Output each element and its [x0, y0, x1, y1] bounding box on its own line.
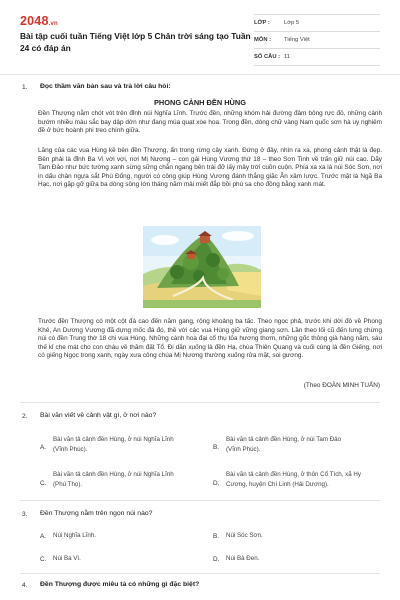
document-title: Bài tập cuối tuần Tiếng Việt lớp 5 Chân trời sáng tạo Tuần 24 có đáp án: [20, 31, 251, 53]
option-text[interactable]: Núi Ba Vì.: [53, 555, 81, 562]
meta-value: Lớp 5: [284, 20, 300, 26]
option-text[interactable]: Bài văn tả cảnh đền Hùng, ở núi Nghĩa Lĩnh (Vĩnh Phúc).: [53, 436, 174, 453]
meta-key: MÔN :: [254, 37, 272, 43]
temple-landscape-illustration: [143, 226, 261, 308]
passage-paragraph: Trước đền Thượng có một cột đá cao đến năm gang, rộng khoảng ba tấc. Theo ngọc phả, trước khi dời đô về Phong Khê, An Dương Vương đã dựng mốc đá đó, thề với các vua Hùng giữ vững giang sơn. Lần theo lối cũ đến lưng chừng núi có đền Trung thờ 18 chi vua Hùng. Những cành hoa đại cổ thụ tỏa hương thơm, những gốc thông già hàng năm, sáu thế kỉ che mát cho con cháu về thăm đất Tổ. Đi dần xuống là đền Hạ, chùa Thiên Quang và cuối cùng là đền Giếng, nơi có giếng Ngọc trong xanh, ngày xưa công chúa Mị Nương thường xuống rửa mặt, soi gương.: [38, 318, 382, 360]
question-prompt: Bài văn viết về cảnh vật gì, ở nơi nào?: [40, 412, 157, 419]
header-divider: [0, 74, 400, 75]
option-letter[interactable]: A.: [40, 444, 47, 451]
passage-title: PHONG CẢNH ĐỀN HÙNG: [154, 98, 246, 107]
question-divider: [20, 573, 380, 574]
question-number: 2.: [22, 413, 28, 420]
option-text[interactable]: Núi Sóc Sơn.: [226, 532, 263, 539]
meta-key: LỚP :: [254, 20, 270, 26]
option-letter[interactable]: D.: [213, 556, 220, 563]
meta-table: [254, 14, 380, 66]
question-divider: [20, 500, 380, 501]
question-prompt: Đọc thầm văn bản sau và trả lời câu hỏi:: [40, 83, 171, 90]
meta-row-grade: [254, 15, 380, 32]
option-letter[interactable]: C.: [40, 556, 47, 563]
site-logo[interactable]: [20, 14, 58, 28]
passage-paragraph: Lăng của các vua Hùng kề bên đền Thượng, ẩn trong rừng cây xanh. Đứng ở đây, nhìn ra xa, phong cảnh thật là đẹp. Bên phải là đỉnh Ba Vì vời vợi, nơi Mị Nương – con gái Hùng Vương thứ 18 – theo Sơn Tinh về trấn giữ núi cao. Dãy Tam Đảo như bức tường xanh sừng sững chắn ngang bên trái đỡ lấy mây trời cuồn cuộn. Phía xa xa là núi Sóc Sơn, nơi in dấu chân ngựa sắt Phù Đổng, người có công giúp Hùng Vương đánh thắng giặc Ân xâm lược. Trước mặt là Ngã Ba Hạc, nơi gặp gỡ giữa ba dòng sông lớn tháng năm mải miết đắp bồi phù sa cho đồng bằng xanh mát.: [38, 147, 382, 189]
option-letter[interactable]: C.: [40, 480, 47, 487]
meta-key: SỐ CÂU :: [254, 54, 281, 60]
meta-value: 11: [284, 54, 291, 60]
logo-main: 2048: [20, 14, 49, 28]
logo-suffix: .vn: [48, 21, 58, 27]
option-letter[interactable]: A.: [40, 533, 47, 540]
question-number: 4.: [22, 582, 28, 589]
question-number: 1.: [22, 84, 28, 91]
passage-author: (Theo ĐOÀN MINH TUẤN): [303, 382, 380, 389]
option-letter[interactable]: B.: [213, 444, 220, 451]
question-prompt: Đền Thượng được miêu tả có những gì đặc biệt?: [40, 581, 200, 588]
option-text[interactable]: Bài văn tả cảnh đền Hùng, ở núi Tam Đảo (Vĩnh Phúc).: [226, 436, 342, 453]
meta-row-subject: [254, 32, 380, 49]
option-letter[interactable]: B.: [213, 533, 220, 540]
option-text[interactable]: Bài văn tả cảnh đền Hùng, ở thôn Cổ Tích, xã Hy Cương, huyện Chí Linh (Hải Dương).: [226, 471, 361, 488]
question-prompt: Đền Thượng nằm trên ngọn núi nào?: [40, 510, 153, 517]
option-text[interactable]: Núi Nghĩa Lĩnh.: [53, 532, 96, 539]
option-letter[interactable]: D.: [213, 480, 220, 487]
passage-paragraph: Đền Thượng nằm chót vót trên đỉnh núi Nghĩa Lĩnh. Trước đền, những khóm hải đường đâm bông rực đỏ, những cánh bướm nhiều màu sắc bay dập dờn như đang múa quạt xòe hoa. Trong đền, dòng chữ vàng Nam quốc sơn hà uy nghiêm đề ở bức hoành phi treo chính giữa.: [38, 110, 382, 135]
question-divider: [20, 402, 380, 403]
option-text[interactable]: Bài văn tả cảnh đền Hùng, ở núi Nghĩa Lĩnh (Phú Thọ).: [53, 471, 174, 488]
question-number: 3.: [22, 511, 28, 518]
meta-row-question-count: [254, 49, 380, 66]
meta-value: Tiếng Việt: [284, 37, 310, 43]
option-text[interactable]: Núi Bà Đen.: [226, 555, 260, 562]
